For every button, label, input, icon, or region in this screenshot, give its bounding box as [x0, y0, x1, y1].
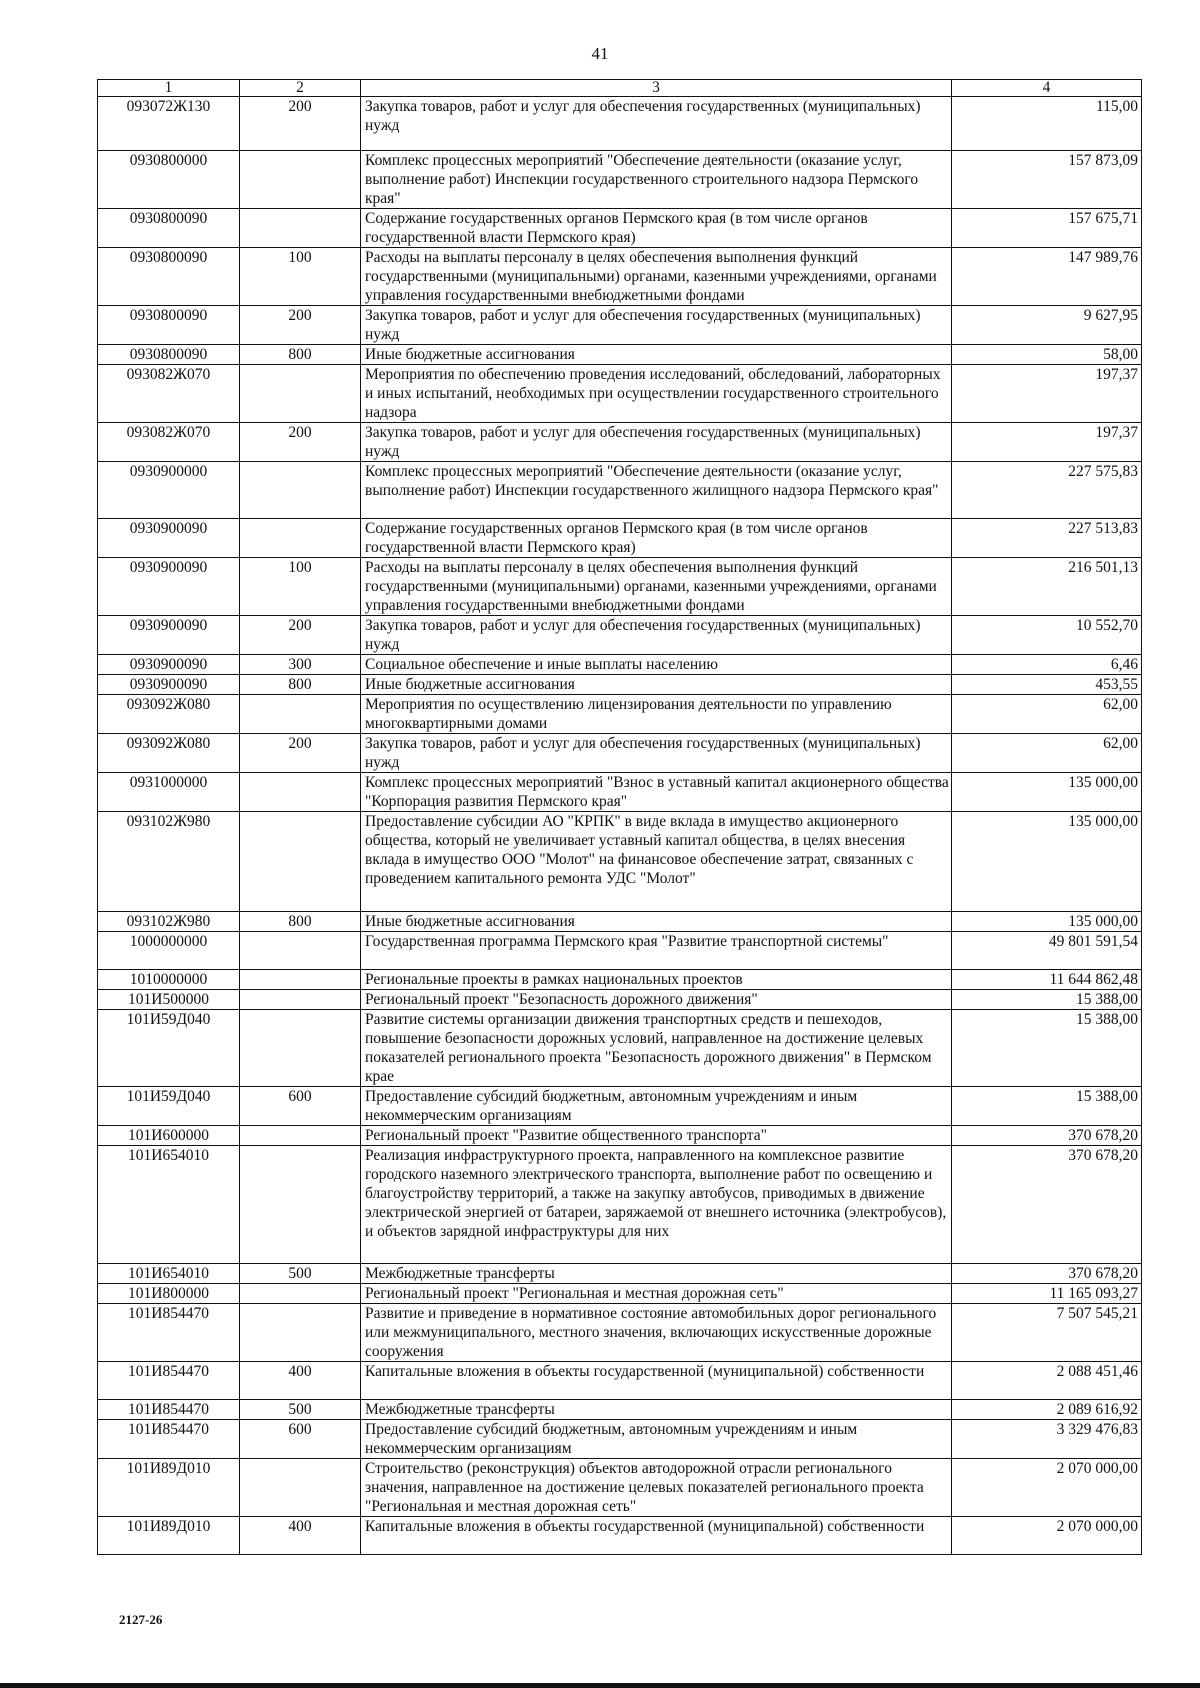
row-amount-cell: 10 552,70 [952, 616, 1142, 655]
row-name-cell: Расходы на выплаты персоналу в целях обеспечения выполнения функций государственными (муниципальными) органами, казенными учреждениями, органами управления государственными внебюджетными фондами [361, 248, 952, 306]
row-name-cell: Закупка товаров, работ и услуг для обеспечения государственных (муниципальных) нужд [361, 734, 952, 773]
row-code-cell: 093082Ж070 [98, 365, 240, 423]
row-name-cell: Капитальные вложения в объекты государственной (муниципальной) собственности [361, 1517, 952, 1555]
row-amount-cell: 157 873,09 [952, 151, 1142, 209]
header-cell-1: 1 [98, 80, 240, 97]
row-name-cell: Мероприятия по обеспечению проведения исследований, обследований, лабораторных и иных испытаний, необходимых при осуществлении государственного строительного надзора [361, 365, 952, 423]
row-code-cell: 101И854470 [98, 1420, 240, 1459]
page-edge-line [0, 1683, 1200, 1688]
table-row [98, 248, 1142, 306]
table-row [98, 1087, 1142, 1126]
row-amount-cell: 3 329 476,83 [952, 1420, 1142, 1459]
page-number: 41 [591, 44, 609, 63]
row-name-cell: Капитальные вложения в объекты государственной (муниципальной) собственности [361, 1362, 952, 1400]
row-code-cell: 093072Ж130 [98, 97, 240, 151]
row-amount-cell: 227 575,83 [952, 462, 1142, 519]
row-code-cell: 101И59Д040 [98, 1087, 240, 1126]
row-name-cell: Комплекс процессных мероприятий "Обеспечение деятельности (оказание услуг, выполнение работ) Инспекции государственного жилищного надзора Пермского края" [361, 462, 952, 519]
row-kind-cell: 600 [240, 1420, 361, 1459]
row-kind-cell: 200 [240, 306, 361, 345]
row-code-cell: 0930800090 [98, 345, 240, 365]
table-row [98, 1304, 1142, 1362]
table-row [98, 558, 1142, 616]
row-name-cell: Развитие системы организации движения транспортных средств и пешеходов, повышение безопасности дорожных условий, направленное на достижение целевых показателей регионального проекта "Безопасность дорожного движения" в Пермском крае [361, 1010, 952, 1087]
row-amount-cell: 157 675,71 [952, 209, 1142, 248]
row-kind-cell [240, 365, 361, 423]
row-code-cell: 101И854470 [98, 1400, 240, 1420]
table-row [98, 912, 1142, 932]
row-kind-cell [240, 1010, 361, 1087]
row-kind-cell [240, 990, 361, 1010]
row-code-cell: 101И59Д040 [98, 1010, 240, 1087]
row-name-cell: Государственная программа Пермского края "Развитие транспортной системы" [361, 932, 952, 970]
row-kind-cell: 800 [240, 345, 361, 365]
table-row [98, 932, 1142, 970]
row-amount-cell: 15 388,00 [952, 1010, 1142, 1087]
table-row [98, 1126, 1142, 1146]
table-row [98, 1459, 1142, 1517]
row-name-cell: Реализация инфраструктурного проекта, направленного на комплексное развитие городского наземного электрического транспорта, выполнение работ по освещению и благоустройству территорий, а также на закупку автобусов, приводимых в движение электрической энергией от батареи, заряжаемой от внешнего источника (электробусов), и объектов зарядной инфраструктуры для них [361, 1146, 952, 1264]
row-name-cell: Региональный проект "Региональная и местная дорожная сеть" [361, 1284, 952, 1304]
row-kind-cell [240, 773, 361, 812]
row-amount-cell: 11 165 093,27 [952, 1284, 1142, 1304]
table-row [98, 423, 1142, 462]
row-code-cell: 0931000000 [98, 773, 240, 812]
row-amount-cell: 15 388,00 [952, 990, 1142, 1010]
row-kind-cell [240, 1126, 361, 1146]
row-code-cell: 1010000000 [98, 970, 240, 990]
table-row [98, 1010, 1142, 1087]
row-code-cell: 093092Ж080 [98, 695, 240, 734]
row-amount-cell: 453,55 [952, 675, 1142, 695]
row-code-cell: 0930900090 [98, 616, 240, 655]
row-code-cell: 0930900090 [98, 519, 240, 558]
row-name-cell: Развитие и приведение в нормативное состояние автомобильных дорог регионального или межмуниципального, местного значения, включающих искусственные дорожные сооружения [361, 1304, 952, 1362]
row-code-cell: 093082Ж070 [98, 423, 240, 462]
table-row [98, 695, 1142, 734]
header-cell-2: 2 [240, 80, 361, 97]
row-code-cell: 101И654010 [98, 1264, 240, 1284]
row-amount-cell: 135 000,00 [952, 812, 1142, 912]
row-code-cell: 0930800090 [98, 209, 240, 248]
row-code-cell: 101И600000 [98, 1126, 240, 1146]
table-row [98, 1517, 1142, 1555]
table-row [98, 519, 1142, 558]
row-name-cell: Расходы на выплаты персоналу в целях обеспечения выполнения функций государственными (муниципальными) органами, казенными учреждениями, органами управления государственными внебюджетными фондами [361, 558, 952, 616]
row-kind-cell [240, 209, 361, 248]
row-amount-cell: 7 507 545,21 [952, 1304, 1142, 1362]
row-name-cell: Закупка товаров, работ и услуг для обеспечения государственных (муниципальных) нужд [361, 423, 952, 462]
row-amount-cell: 15 388,00 [952, 1087, 1142, 1126]
table-row [98, 990, 1142, 1010]
row-amount-cell: 49 801 591,54 [952, 932, 1142, 970]
row-code-cell: 101И89Д010 [98, 1459, 240, 1517]
row-code-cell: 1000000000 [98, 932, 240, 970]
row-code-cell: 093102Ж980 [98, 912, 240, 932]
table-row [98, 1420, 1142, 1459]
row-code-cell: 0930900090 [98, 675, 240, 695]
row-code-cell: 101И500000 [98, 990, 240, 1010]
row-kind-cell: 100 [240, 558, 361, 616]
row-amount-cell: 135 000,00 [952, 912, 1142, 932]
table-row [98, 1284, 1142, 1304]
row-code-cell: 101И854470 [98, 1304, 240, 1362]
row-amount-cell: 9 627,95 [952, 306, 1142, 345]
table-row [98, 616, 1142, 655]
table-row [98, 1400, 1142, 1420]
table-row [98, 97, 1142, 151]
row-amount-cell: 58,00 [952, 345, 1142, 365]
table-row [98, 209, 1142, 248]
document-id: 2127-26 [119, 1612, 163, 1627]
row-kind-cell: 500 [240, 1400, 361, 1420]
row-code-cell: 101И800000 [98, 1284, 240, 1304]
row-kind-cell: 300 [240, 655, 361, 675]
row-amount-cell: 135 000,00 [952, 773, 1142, 812]
row-code-cell: 093092Ж080 [98, 734, 240, 773]
row-name-cell: Предоставление субсидий бюджетным, автономным учреждениям и иным некоммерческим организациям [361, 1420, 952, 1459]
row-code-cell: 101И654010 [98, 1146, 240, 1264]
table-row [98, 734, 1142, 773]
row-code-cell: 0930900090 [98, 655, 240, 675]
row-code-cell: 101И89Д010 [98, 1517, 240, 1555]
row-code-cell: 0930800090 [98, 306, 240, 345]
row-kind-cell [240, 1459, 361, 1517]
table-row [98, 970, 1142, 990]
row-code-cell: 0930900000 [98, 462, 240, 519]
row-name-cell: Содержание государственных органов Пермского края (в том числе органов государственной власти Пермского края) [361, 519, 952, 558]
row-name-cell: Предоставление субсидии АО "КРПК" в виде вклада в имущество акционерного общества, который не увеличивает уставный капитал общества, в целях внесения вклада в имущество ООО "Молот" на финансовое обеспечение затрат, связанных с проведением капитального ремонта УДС "Молот" [361, 812, 952, 912]
row-kind-cell [240, 519, 361, 558]
row-amount-cell: 197,37 [952, 423, 1142, 462]
header-cell-4: 4 [952, 80, 1142, 97]
table-header-row [98, 80, 1142, 97]
row-amount-cell: 2 089 616,92 [952, 1400, 1142, 1420]
table-row [98, 812, 1142, 912]
row-amount-cell: 62,00 [952, 695, 1142, 734]
row-name-cell: Региональный проект "Развитие общественного транспорта" [361, 1126, 952, 1146]
row-name-cell: Содержание государственных органов Пермского края (в том числе органов государственной власти Пермского края) [361, 209, 952, 248]
table-row [98, 151, 1142, 209]
row-amount-cell: 147 989,76 [952, 248, 1142, 306]
row-kind-cell: 800 [240, 675, 361, 695]
row-amount-cell: 11 644 862,48 [952, 970, 1142, 990]
header-cell-3: 3 [361, 80, 952, 97]
row-kind-cell: 500 [240, 1264, 361, 1284]
row-amount-cell: 6,46 [952, 655, 1142, 675]
row-name-cell: Иные бюджетные ассигнования [361, 675, 952, 695]
row-name-cell: Закупка товаров, работ и услуг для обеспечения государственных (муниципальных) нужд [361, 97, 952, 151]
table-row [98, 675, 1142, 695]
row-amount-cell: 62,00 [952, 734, 1142, 773]
row-kind-cell [240, 932, 361, 970]
table-row [98, 306, 1142, 345]
row-amount-cell: 2 088 451,46 [952, 1362, 1142, 1400]
table-row [98, 1264, 1142, 1284]
row-kind-cell [240, 812, 361, 912]
row-kind-cell [240, 462, 361, 519]
row-amount-cell: 2 070 000,00 [952, 1459, 1142, 1517]
table-row [98, 773, 1142, 812]
row-code-cell: 093102Ж980 [98, 812, 240, 912]
row-amount-cell: 115,00 [952, 97, 1142, 151]
row-name-cell: Региональный проект "Безопасность дорожного движения" [361, 990, 952, 1010]
row-kind-cell: 600 [240, 1087, 361, 1126]
row-code-cell: 0930800090 [98, 248, 240, 306]
row-name-cell: Закупка товаров, работ и услуг для обеспечения государственных (муниципальных) нужд [361, 306, 952, 345]
row-amount-cell: 197,37 [952, 365, 1142, 423]
row-name-cell: Закупка товаров, работ и услуг для обеспечения государственных (муниципальных) нужд [361, 616, 952, 655]
row-name-cell: Комплекс процессных мероприятий "Взнос в уставный капитал акционерного общества "Корпорация развития Пермского края" [361, 773, 952, 812]
row-name-cell: Строительство (реконструкция) объектов автодорожной отрасли регионального значения, направленное на достижение целевых показателей регионального проекта "Региональная и местная дорожная сеть" [361, 1459, 952, 1517]
row-kind-cell: 200 [240, 423, 361, 462]
row-name-cell: Межбюджетные трансферты [361, 1400, 952, 1420]
row-kind-cell [240, 1304, 361, 1362]
row-kind-cell [240, 1284, 361, 1304]
row-name-cell: Иные бюджетные ассигнования [361, 912, 952, 932]
row-kind-cell: 400 [240, 1517, 361, 1555]
row-amount-cell: 370 678,20 [952, 1264, 1142, 1284]
row-name-cell: Межбюджетные трансферты [361, 1264, 952, 1284]
row-kind-cell [240, 695, 361, 734]
row-kind-cell: 200 [240, 97, 361, 151]
row-amount-cell: 370 678,20 [952, 1146, 1142, 1264]
row-amount-cell: 216 501,13 [952, 558, 1142, 616]
row-name-cell: Региональные проекты в рамках национальных проектов [361, 970, 952, 990]
row-name-cell: Иные бюджетные ассигнования [361, 345, 952, 365]
row-amount-cell: 227 513,83 [952, 519, 1142, 558]
row-code-cell: 0930900090 [98, 558, 240, 616]
row-name-cell: Мероприятия по осуществлению лицензирования деятельности по управлению многоквартирными домами [361, 695, 952, 734]
table-row [98, 1362, 1142, 1400]
row-kind-cell: 100 [240, 248, 361, 306]
table-row [98, 345, 1142, 365]
row-kind-cell: 400 [240, 1362, 361, 1400]
row-amount-cell: 2 070 000,00 [952, 1517, 1142, 1555]
row-name-cell: Социальное обеспечение и иные выплаты населению [361, 655, 952, 675]
table-row [98, 462, 1142, 519]
row-kind-cell: 800 [240, 912, 361, 932]
row-kind-cell [240, 151, 361, 209]
row-kind-cell: 200 [240, 616, 361, 655]
row-kind-cell: 200 [240, 734, 361, 773]
row-name-cell: Комплекс процессных мероприятий "Обеспечение деятельности (оказание услуг, выполнение работ) Инспекции государственного строительного надзора Пермского края" [361, 151, 952, 209]
row-kind-cell [240, 1146, 361, 1264]
table-row [98, 365, 1142, 423]
table-row [98, 655, 1142, 675]
budget-table [97, 79, 1142, 1555]
row-amount-cell: 370 678,20 [952, 1126, 1142, 1146]
row-name-cell: Предоставление субсидий бюджетным, автономным учреждениям и иным некоммерческим организациям [361, 1087, 952, 1126]
row-kind-cell [240, 970, 361, 990]
row-code-cell: 0930800000 [98, 151, 240, 209]
table-row [98, 1146, 1142, 1264]
row-code-cell: 101И854470 [98, 1362, 240, 1400]
